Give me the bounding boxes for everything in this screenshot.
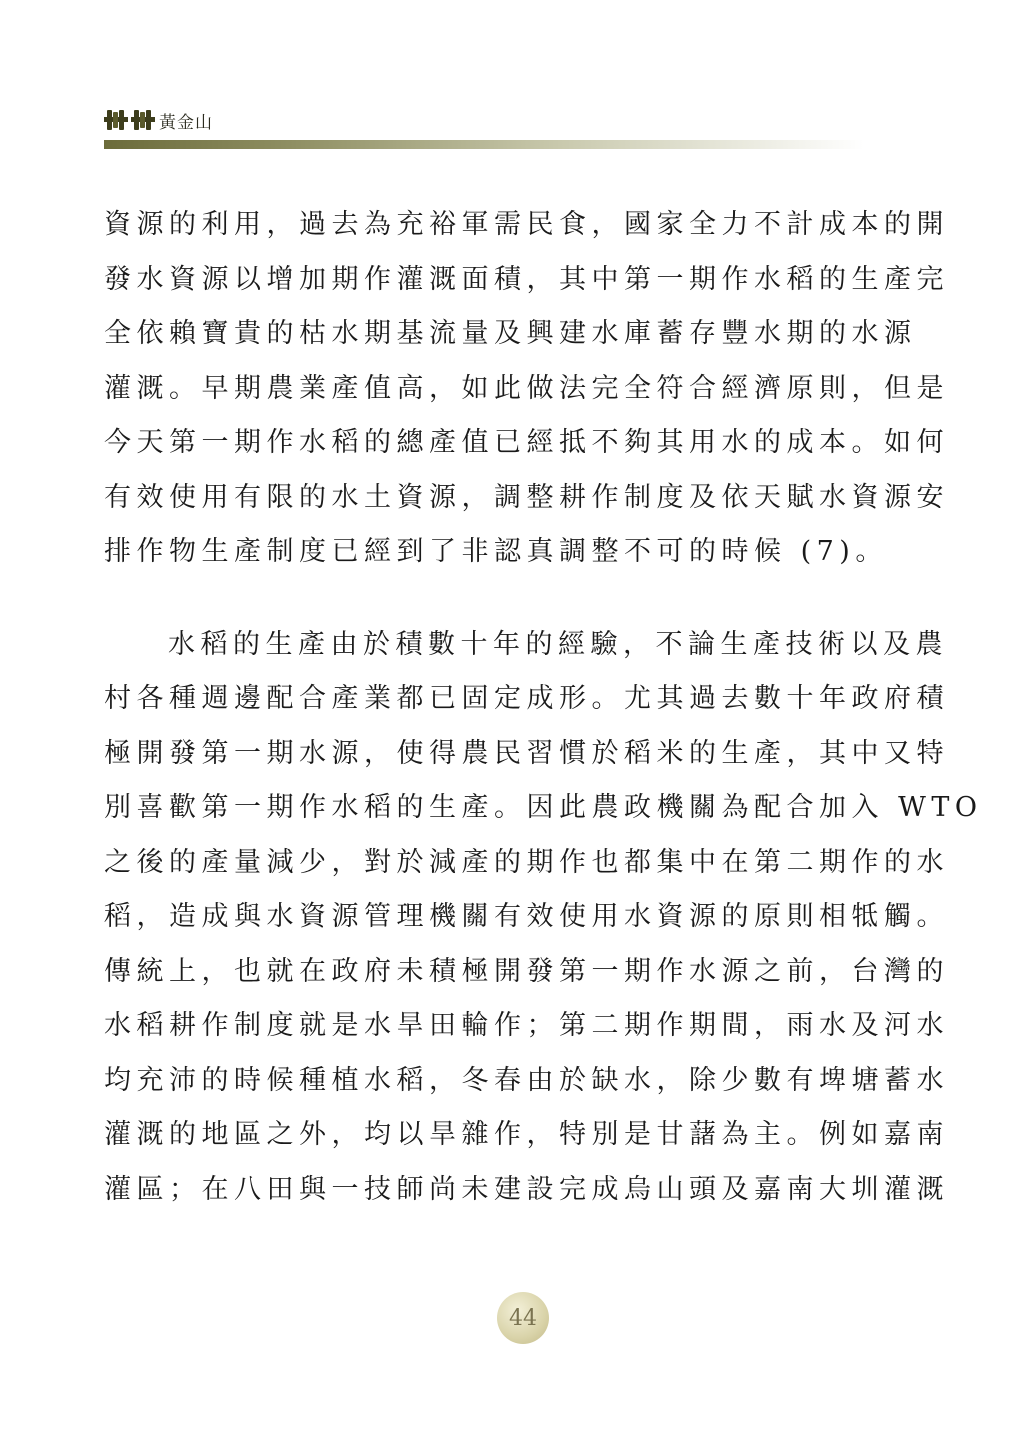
text-line — [104, 1217, 924, 1272]
text-line: 均充沛的時候種植水稻，冬春由於缺水，除少數有埤塘蓄水 — [104, 1064, 949, 1096]
text-line: 別喜歡第一期作水稻的生產。因此農政機關為配合加入 WTO — [104, 792, 983, 823]
text-line: 傳統上，也就在政府未積極開發第一期作水源之前，台灣的 — [104, 955, 949, 987]
text-line: 村各種週邊配合產業都已固定成形。尤其過去數十年政府積 — [104, 683, 949, 714]
text-line: 有效使用有限的水土資源，調整耕作制度及依天賦水資源安 — [104, 481, 949, 513]
text-line: 灌區；在八田與一技師尚未建設完成烏山頭及嘉南大圳灌溉 — [104, 1173, 949, 1205]
paragraph-gap — [104, 580, 924, 618]
page-number: 44 — [497, 1292, 549, 1344]
header-title: 黃金山 — [159, 112, 213, 133]
text-line: 水稻的生產由於積數十年的經驗，不論生產技術以及農 — [168, 628, 948, 660]
paragraph-2 — [104, 618, 983, 1272]
running-header — [104, 100, 213, 140]
text-line: 發水資源以增加期作灌溉面積，其中第一期作水稻的生產完 — [104, 263, 949, 295]
header-rule — [104, 140, 864, 149]
text-line: 灌溉的地區之外，均以旱雜作，特別是甘藷為主。例如嘉南 — [104, 1119, 949, 1150]
text-line: 全依賴寶貴的枯水期基流量及興建水庫蓄存豐水期的水源 — [104, 318, 917, 349]
text-line: 之後的產量減少，對於減產的期作也都集中在第二期作的水 — [104, 846, 949, 878]
text-line: 極開發第一期水源，使得農民習慣於稻米的生產，其中又特 — [104, 737, 949, 769]
text-line: 今天第一期作水稻的總產值已經抵不夠其用水的成本。如何 — [104, 427, 949, 458]
bamboo-logo-icon — [104, 109, 155, 131]
text-line: 灌溉。早期農業產值高，如此做法完全符合經濟原則，但是 — [104, 372, 949, 404]
text-line: 水稻耕作制度就是水旱田輪作；第二期作期間，雨水及河水 — [104, 1010, 949, 1041]
paragraph-1 — [104, 198, 949, 580]
text-line: 資源的利用，過去為充裕軍需民食，國家全力不計成本的開 — [104, 209, 949, 240]
body-text — [104, 198, 983, 1272]
text-line: 排作物生產制度已經到了非認真調整不可的時候 (7)。 — [104, 536, 888, 567]
text-line: 稻，造成與水資源管理機關有效使用水資源的原則相牴觸。 — [104, 901, 949, 932]
